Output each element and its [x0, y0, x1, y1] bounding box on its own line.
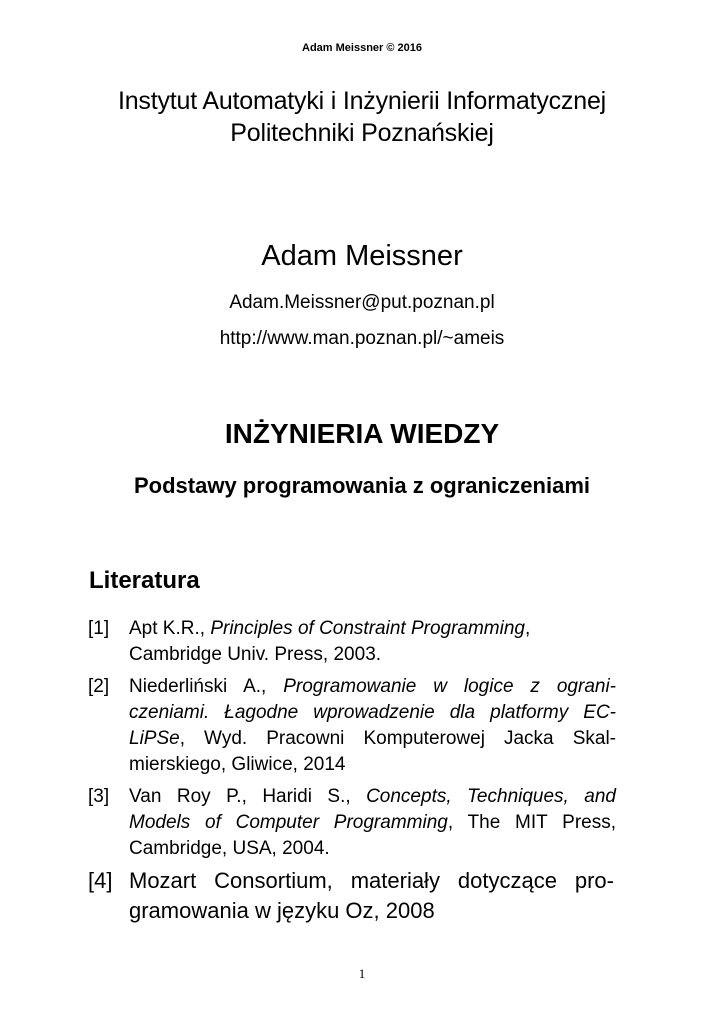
reference-authors: Niederliński A., [129, 676, 284, 697]
literature-heading: Literatura [89, 567, 200, 594]
institute-name-line-1: Instytut Automatyki i Inżynierii Informatycznej [117, 87, 606, 115]
reference-title: Programowanie w logice z ograni- [283, 676, 616, 697]
reference-line [129, 702, 616, 724]
reference-line [129, 618, 530, 640]
reference-title: Principles of Constraint Programming [210, 618, 525, 639]
reference-line: gramowania w języku Oz, 2008 [129, 898, 435, 923]
reference-number: [3] [88, 786, 110, 807]
reference-line: mierskiego, Gliwice, 2014 [129, 754, 346, 775]
reference-line [129, 786, 616, 808]
reference-line [129, 676, 616, 698]
reference-line: Cambridge Univ. Press, 2003. [129, 644, 382, 665]
author-email: Adam.Meissner@put.poznan.pl [229, 292, 495, 313]
reference-number: [2] [88, 676, 110, 697]
reference-title: Models of Computer Programming [129, 812, 448, 833]
reference-text: , Wyd. Pracowni Komputerowej Jacka Skal- [179, 728, 616, 749]
header-copyright-note: Adam Meissner © 2016 [302, 42, 422, 54]
author-name: Adam Meissner [261, 240, 463, 272]
reference-line: Mozart Consortium, materiały dotyczące pro- [129, 868, 614, 893]
reference-title: LiPSe [129, 728, 180, 749]
reference-line [129, 728, 616, 750]
reference-title: Concepts, Techniques, and [366, 786, 616, 807]
reference-authors: Van Roy P., Haridi S., [129, 786, 367, 807]
reference-text: , The MIT Press, [447, 812, 616, 833]
institute-name-line-2: Politechniki Poznańskiej [230, 119, 494, 147]
reference-number: [4] [88, 868, 113, 893]
reference-text: , [525, 618, 531, 639]
reference-title: czeniami. Łagodne wprowadzenie dla platformy EC- [129, 702, 616, 723]
reference-line: Cambridge, USA, 2004. [129, 838, 330, 859]
author-url: http://www.man.poznan.pl/~ameis [219, 328, 505, 349]
reference-number: [1] [88, 618, 110, 639]
reference-line [129, 812, 616, 834]
page-number: 1 [358, 966, 366, 981]
reference-authors: Apt K.R., [129, 618, 211, 639]
course-subtitle: Podstawy programowania z ograniczeniami [134, 473, 590, 498]
course-title: INŻYNIERIA WIEDZY [224, 418, 500, 449]
